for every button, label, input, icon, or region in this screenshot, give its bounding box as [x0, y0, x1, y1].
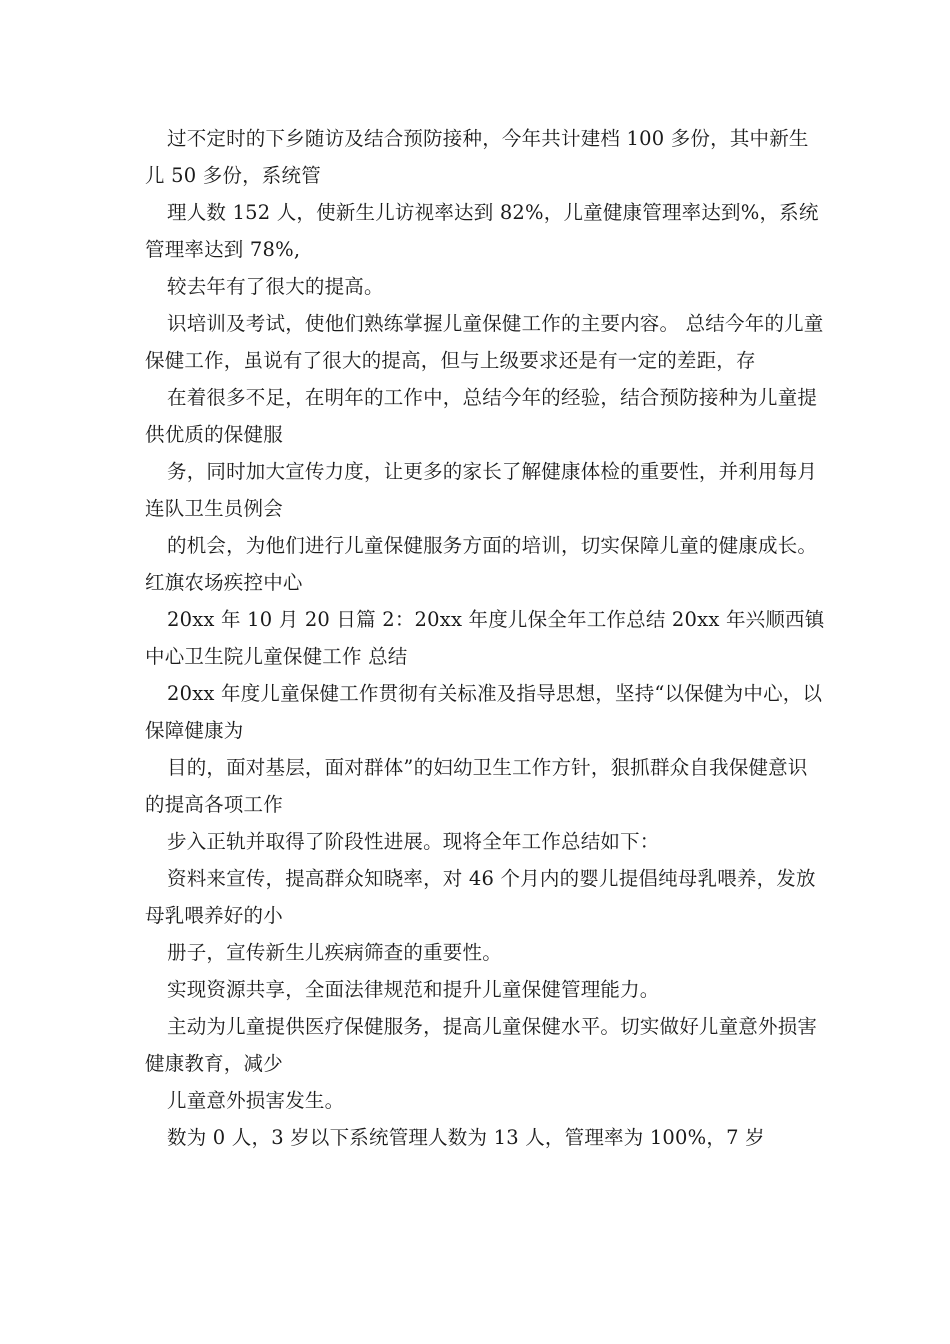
document-page	[145, 120, 825, 1156]
paragraph-4: 识培训及考试，使他们熟练掌握儿童保健工作的主要内容。 总结今年的儿童保健工作，虽说有了很大的提高，但与上级要求还是有一定的差距，存	[145, 312, 824, 372]
paragraph-3: 较去年有了很大的提高。	[167, 275, 384, 298]
paragraph-16: 儿童意外损害发生。	[167, 1089, 345, 1112]
paragraph-11: 步入正轨并取得了阶段性进展。现将全年工作总结如下：	[167, 830, 660, 853]
paragraph-7: 的机会，为他们进行儿童保健服务方面的培训，切实保障儿童的健康成长。 红旗农场疾控中心	[145, 534, 818, 594]
paragraph-17: 数为 0 人，3 岁以下系统管理人数为 13 人，管理率为 100%，7 岁	[167, 1126, 765, 1149]
paragraph-9: 20xx 年度儿童保健工作贯彻有关标准及指导思想，坚持“以保健为中心，以保障健康为	[145, 682, 823, 742]
paragraph-2: 理人数 152 人，使新生儿访视率达到 82%，儿童健康管理率达到%，系统管理率达到 78%,	[145, 201, 819, 261]
paragraph-1: 过不定时的下乡随访及结合预防接种，今年共计建档 100 多份，其中新生儿 50 多份，系统管	[145, 127, 809, 187]
paragraph-8: 20xx 年 10 月 20 日篇 2：20xx 年度儿保全年工作总结 20xx 年兴顺西镇中心卫生院儿童保健工作 总结	[145, 608, 825, 668]
paragraph-5: 在着很多不足，在明年的工作中，总结今年的经验，结合预防接种为儿童提供优质的保健服	[145, 386, 818, 446]
paragraph-10: 目的，面对基层，面对群体”的妇幼卫生工作方针，狠抓群众自我保健意识的提高各项工作	[145, 756, 808, 816]
paragraph-15: 主动为儿童提供医疗保健服务，提高儿童保健水平。切实做好儿童意外损害健康教育，减少	[145, 1015, 818, 1075]
paragraph-12: 资料来宣传，提高群众知晓率，对 46 个月内的婴儿提倡纯母乳喂养，发放母乳喂养好的小	[145, 867, 816, 927]
paragraph-14: 实现资源共享，全面法律规范和提升儿童保健管理能力。	[167, 978, 660, 1001]
paragraph-6: 务，同时加大宣传力度，让更多的家长了解健康体检的重要性，并利用每月连队卫生员例会	[145, 460, 818, 520]
paragraph-13: 册子，宣传新生儿疾病筛查的重要性。	[167, 941, 502, 964]
